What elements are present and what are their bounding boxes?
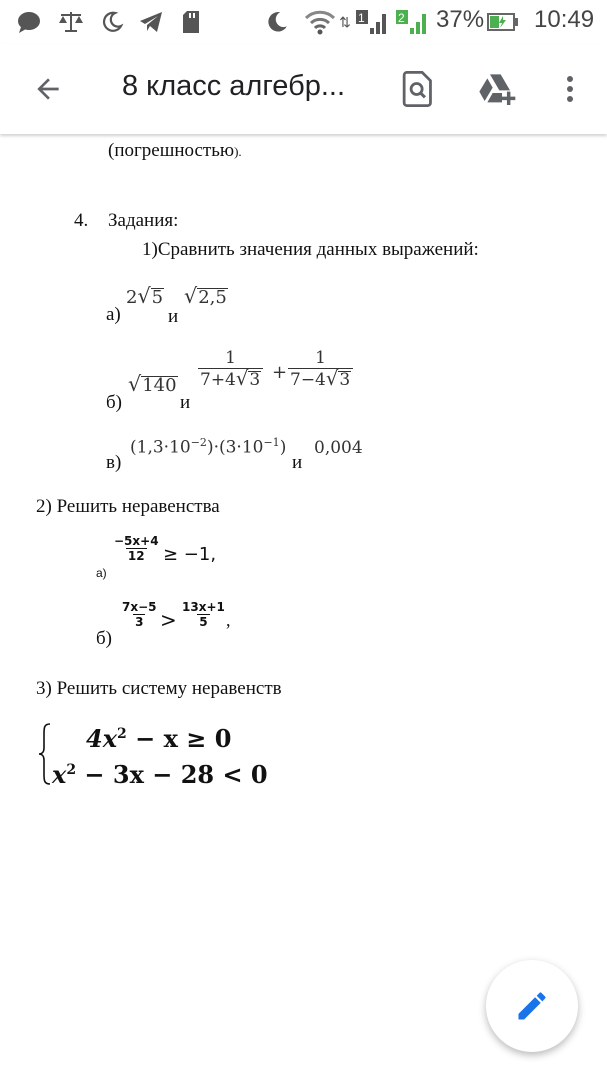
system-brace	[38, 722, 52, 791]
message-icon	[14, 8, 44, 36]
t2b-fraction-1: $\frac{7x-5}{3}$	[122, 600, 157, 629]
a-expression-1: 2 √ 5	[126, 284, 164, 308]
system-line-1: $4x^2 - x \ge 0$	[86, 724, 232, 753]
item4-title: Задания:	[108, 210, 179, 231]
add-to-drive-button[interactable]	[470, 61, 526, 117]
document-title: 8 класс алгебр...	[122, 70, 346, 102]
edit-pencil-icon	[514, 988, 550, 1024]
a-and-word: и	[168, 306, 179, 327]
b-fraction-1: 1 7+4 √ 3	[198, 348, 263, 390]
edit-fab-button[interactable]	[486, 960, 578, 1052]
t2a-label: а)	[96, 566, 107, 580]
signal-sim2-icon	[396, 8, 430, 36]
moon-icon	[98, 8, 126, 36]
drive-add-icon	[478, 71, 518, 107]
v-value: 0,004	[314, 438, 363, 458]
b-fraction-2: 1 7−4 √ 3	[288, 348, 353, 390]
back-arrow-icon	[32, 73, 64, 105]
svg-text:1: 1	[358, 11, 365, 25]
t2a-fraction: $\frac{-5x+4}{12}$	[114, 534, 159, 563]
app-bar	[0, 44, 607, 134]
signal-sim1-icon	[356, 8, 390, 36]
more-options-button[interactable]	[542, 61, 598, 117]
v-label: в)	[106, 452, 122, 473]
t2a-rest: ≥ −1,	[163, 544, 217, 565]
clock: 10:49	[534, 6, 595, 33]
b-plus: +	[272, 362, 288, 383]
t2b-fraction-2: $\frac{13x+1}{5}$	[182, 600, 225, 629]
sd-card-icon	[178, 8, 204, 36]
prev-line: (погрешностью).	[108, 140, 242, 161]
task2-title: 2) Решить неравенства	[36, 496, 220, 517]
find-in-page-button[interactable]	[390, 61, 446, 117]
battery-icon	[486, 8, 520, 36]
status-bar	[0, 0, 607, 44]
t2b-operator: >	[160, 608, 177, 632]
data-arrows-icon: ⇅	[339, 13, 351, 30]
task3-title: 3) Решить систему неравенств	[36, 678, 282, 699]
moon-icon	[262, 8, 292, 36]
telegram-icon	[136, 8, 166, 36]
a-expression-2: √ 2,5	[184, 284, 227, 308]
v-and-word: и	[292, 452, 303, 473]
document-page	[0, 136, 607, 1080]
b-label: б)	[106, 392, 122, 413]
system-line-2: $x^2 - 3x - 28 < 0$	[52, 760, 268, 789]
b-and-word: и	[180, 392, 191, 413]
t2b-label: б)	[96, 628, 112, 649]
v-expression: $(1,3\cdot 10^{-2})\cdot(3\cdot 10^{-1})$	[130, 436, 287, 458]
more-vert-icon	[555, 73, 585, 105]
find-in-page-icon	[401, 71, 435, 107]
t2b-comma: ,	[226, 610, 231, 630]
a-label: а)	[106, 304, 121, 325]
task1-title: 1)Сравнить значения данных выражений:	[142, 239, 479, 260]
wifi-icon	[302, 8, 338, 36]
item4-number: 4.	[74, 210, 89, 231]
battery-percent: 37%	[436, 6, 485, 33]
back-button[interactable]	[20, 61, 76, 117]
svg-text:2: 2	[398, 11, 405, 25]
b-expression-1: √ 140	[128, 372, 177, 396]
scales-icon	[56, 8, 86, 36]
